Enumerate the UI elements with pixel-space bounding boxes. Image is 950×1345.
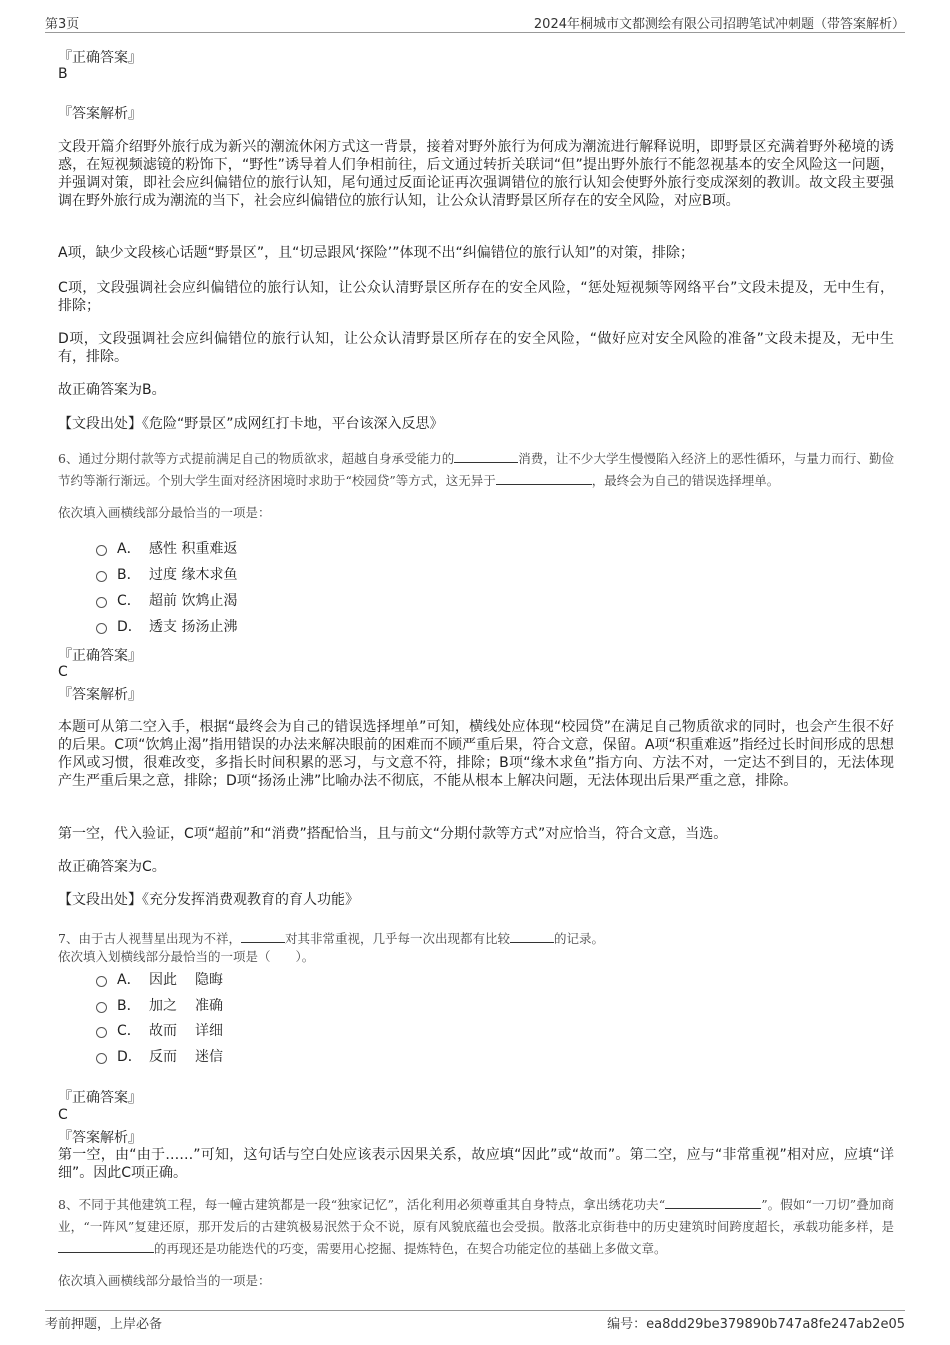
radio-icon[interactable] <box>96 1002 107 1013</box>
analysis-label: 『答案解析』 <box>58 1130 142 1146</box>
question-stem: 6、通过分期付款等方式提前满足自己的物质欲求，超越自身承受能力的 消费，让不少大学生慢慢陷入经济上的恶性循环，与量力而行、勤俭节约等渐行渐远。个别大学生面对经济困境时求助于“校园贷”等方式，这无异于 ，最终会为自己的错误选择埋单。 <box>58 448 894 492</box>
radio-icon[interactable] <box>96 571 107 582</box>
analysis-paragraph: D项，文段强调社会应纠偏错位的旅行认知，让公众认清野景区所存在的安全风险，“做好应对安全风险的准备”文段未提及，无中生有，排除。 <box>58 331 894 365</box>
option-d[interactable]: D． 反而 迷信 <box>96 1046 223 1066</box>
answer-value: B <box>58 66 68 82</box>
analysis-paragraph: 本题可从第二空入手，根据“最终会为自己的错误选择埋单”可知，横线处应体现“校园贷”在满足自己物质欲求的同时，也会产生很不好的后果。C项“饮鸩止渴”指用错误的办法来解决眼前的困难而不顾严重后果，符合文意，保留。A项“积重难返”指经过长时间形成的思想作风或习惯，很难改变，多指长时间积累的恶习，与文意不符，排除；B项“缘木求鱼”指方向、方法不对，一定达不到目的，无法体现产生严重后果之意，排除；D项“扬汤止沸”比喻办法不彻底，不能从根本上解决问题，无法体现出后果严重之意，排除。 <box>58 719 894 789</box>
option-a[interactable]: A． 因此 隐晦 <box>96 969 223 989</box>
option-b[interactable]: B． 加之 准确 <box>96 995 223 1015</box>
option-b[interactable]: B． 过度 缘木求鱼 <box>96 564 237 584</box>
option-d[interactable]: D． 透支 扬汤止沸 <box>96 616 237 636</box>
answer-label: 『正确答案』 <box>58 1090 142 1106</box>
radio-icon[interactable] <box>96 1053 107 1064</box>
analysis-paragraph: A项，缺少文段核心话题“野景区”，且“切忌跟风‘探险’”体现不出“纠偏错位的旅行认知”的对策，排除； <box>58 245 694 261</box>
fill-blank <box>665 1194 761 1209</box>
analysis-paragraph: 故正确答案为B。 <box>58 382 166 398</box>
document-id: 编号：ea8dd29be379890b747a8fe247ab2e05 <box>607 1317 905 1332</box>
option-c[interactable]: C． 故而 详细 <box>96 1020 223 1040</box>
footer-slogan: 考前押题，上岸必备 <box>45 1317 163 1332</box>
radio-icon[interactable] <box>96 597 107 608</box>
analysis-paragraph: 第一空，代入验证，C项“超前”和“消费”搭配恰当，且与前文“分期付款等方式”对应恰当，符合文意，当选。 <box>58 826 728 842</box>
answer-value: C <box>58 664 68 680</box>
fill-blank <box>241 928 285 943</box>
page-number: 第3页 <box>45 17 80 32</box>
answer-value: C <box>58 1107 68 1123</box>
radio-icon[interactable] <box>96 623 107 634</box>
source-citation: 【文段出处】《充分发挥消费观教育的育人功能》 <box>58 892 359 908</box>
option-c[interactable]: C． 超前 饮鸩止渴 <box>96 590 237 610</box>
radio-icon[interactable] <box>96 1027 107 1038</box>
header-divider <box>45 32 905 33</box>
analysis-label: 『答案解析』 <box>58 106 142 122</box>
fill-blank <box>454 448 518 463</box>
option-a[interactable]: A． 感性 积重难返 <box>96 538 237 558</box>
radio-icon[interactable] <box>96 545 107 556</box>
question-instruction: 依次填入划横线部分最恰当的一项是（ ）。 <box>58 949 315 964</box>
fill-blank <box>58 1238 154 1253</box>
analysis-paragraph: 文段开篇介绍野外旅行成为新兴的潮流休闲方式这一背景，接着对野外旅行为何成为潮流进行解释说明，即野景区充满着野外秘境的诱惑，在短视频滤镜的粉饰下，“野性”诱导着人们争相前往，后文通过转折关联词“但”提出野外旅行不能忽视基本的安全风险这一问题，并强调对策，即社会应纠偏错位的旅行认知，尾句通过反面论证再次强调错位的旅行认知会使野外旅行变成深刻的教训。故文段主要强调在野外旅行成为潮流的当下，社会应纠偏错位的旅行认知，让公众认清野景区所存在的安全风险，对应B项。 <box>58 139 894 209</box>
fill-blank <box>510 928 554 943</box>
answer-label: 『正确答案』 <box>58 648 142 664</box>
document-title: 2024年桐城市文都测绘有限公司招聘笔试冲刺题（带答案解析） <box>533 17 905 32</box>
analysis-paragraph: 故正确答案为C。 <box>58 859 166 875</box>
radio-icon[interactable] <box>96 976 107 987</box>
question-instruction: 依次填入画横线部分最恰当的一项是： <box>58 1273 271 1288</box>
fill-blank <box>496 470 592 485</box>
analysis-label: 『答案解析』 <box>58 687 142 703</box>
footer-divider <box>45 1310 905 1311</box>
source-citation: 【文段出处】《危险“野景区”成网红打卡地，平台该深入反思》 <box>58 416 444 432</box>
analysis-paragraph: 第一空，由“由于……”可知，这句话与空白处应该表示因果关系，故应填“因此”或“故而”。第二空，应与“非常重视”相对应，应填“详细”。因此C项正确。 <box>58 1147 894 1181</box>
answer-label: 『正确答案』 <box>58 50 142 66</box>
question-instruction: 依次填入画横线部分最恰当的一项是： <box>58 505 271 520</box>
analysis-paragraph: C项，文段强调社会应纠偏错位的旅行认知，让公众认清野景区所存在的安全风险，“惩处短视频等网络平台”文段未提及，无中生有，排除； <box>58 280 894 314</box>
question-stem: 7、由于古人视彗星出现为不祥， 对其非常重视，几乎每一次出现都有比较 的记录。 <box>58 928 604 947</box>
question-stem: 8、不同于其他建筑工程，每一幢古建筑都是一段“独家记忆”，活化利用必须尊重其自身特点，拿出绣花功夫“ ”。假如“一刀切”叠加商业，“一阵风”复建还原，那开发后的古建筑极易泯然于众不说，原有风貌底蕴也会受损。散落北京街巷中的历史建筑时间跨度超长，承载功能多样，是的再现还是功能迭代的巧变，需要用心挖掘、提炼特色，在契合功能定位的基础上多做文章。 <box>58 1194 894 1260</box>
